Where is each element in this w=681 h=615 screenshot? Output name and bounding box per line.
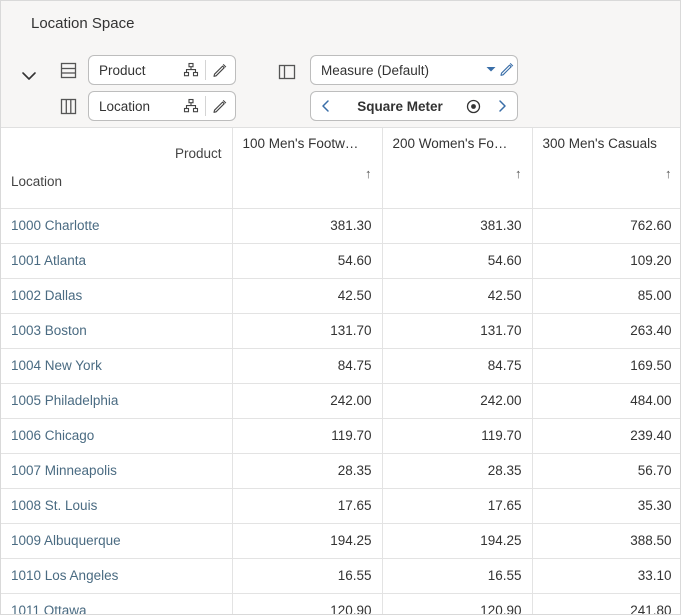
table-row[interactable] xyxy=(1,243,680,278)
cell-value[interactable]: 54.60 xyxy=(382,243,532,278)
measure-column xyxy=(310,55,518,121)
target-icon[interactable] xyxy=(459,92,487,120)
row-header[interactable]: 1000 Charlotte xyxy=(1,208,232,243)
row-header[interactable]: 1006 Chicago xyxy=(1,418,232,453)
cell-value[interactable]: 84.75 xyxy=(232,348,382,383)
page-selector xyxy=(310,91,518,121)
cell-value[interactable]: 242.00 xyxy=(232,383,382,418)
cell-value[interactable]: 16.55 xyxy=(232,558,382,593)
chevron-left-icon[interactable] xyxy=(311,92,341,120)
cell-value[interactable]: 85.00 xyxy=(532,278,680,313)
cell-value[interactable]: 84.75 xyxy=(382,348,532,383)
corner-product-label: Product xyxy=(1,128,232,166)
cell-value[interactable]: 241.80 xyxy=(532,593,680,614)
row-header[interactable]: 1011 Ottawa xyxy=(1,593,232,614)
table-row[interactable] xyxy=(1,348,680,383)
cell-value[interactable]: 263.40 xyxy=(532,313,680,348)
cell-value[interactable]: 33.10 xyxy=(532,558,680,593)
column-header-2[interactable]: 300 Men's Casuals xyxy=(532,128,680,166)
table-row[interactable] xyxy=(1,208,680,243)
cell-value[interactable]: 194.25 xyxy=(382,523,532,558)
measure-group xyxy=(274,48,518,121)
cell-value[interactable]: 194.25 xyxy=(232,523,382,558)
cell-value[interactable]: 131.70 xyxy=(382,313,532,348)
chevron-right-icon[interactable] xyxy=(487,92,517,120)
table-row[interactable] xyxy=(1,593,680,614)
table-row[interactable] xyxy=(1,453,680,488)
toolbar-collapse-column xyxy=(1,48,57,90)
product-axis-label: Product xyxy=(99,62,146,78)
cell-value[interactable]: 16.55 xyxy=(382,558,532,593)
measure-panel-icon xyxy=(274,59,300,85)
pivot-toolbar xyxy=(1,45,680,127)
column-sort-indicator-2[interactable] xyxy=(532,166,680,208)
page-title: Location Space xyxy=(31,14,135,32)
cell-value[interactable]: 56.70 xyxy=(532,453,680,488)
cell-value[interactable]: 762.60 xyxy=(532,208,680,243)
cell-value[interactable]: 28.35 xyxy=(382,453,532,488)
measure-selector[interactable] xyxy=(310,55,518,85)
pencil-icon[interactable] xyxy=(207,93,233,119)
table-row[interactable] xyxy=(1,278,680,313)
product-axis-pill[interactable] xyxy=(88,55,236,85)
pill-divider xyxy=(205,60,206,80)
axis-row-location xyxy=(57,91,236,121)
location-axis-label: Location xyxy=(99,98,151,114)
row-header[interactable]: 1001 Atlanta xyxy=(1,243,232,278)
cell-value[interactable]: 119.70 xyxy=(382,418,532,453)
cell-value[interactable]: 119.70 xyxy=(232,418,382,453)
hierarchy-icon[interactable] xyxy=(178,93,204,119)
cell-value[interactable]: 484.00 xyxy=(532,383,680,418)
pivot-grid[interactable] xyxy=(1,127,680,614)
sort-ascending-icon: ↑ xyxy=(365,166,372,181)
table-row[interactable] xyxy=(1,523,680,558)
row-header[interactable]: 1009 Albuquerque xyxy=(1,523,232,558)
cell-value[interactable]: 131.70 xyxy=(232,313,382,348)
cell-value[interactable]: 242.00 xyxy=(382,383,532,418)
axis-row-product xyxy=(57,55,236,85)
row-header[interactable]: 1002 Dallas xyxy=(1,278,232,313)
measure-label: Measure (Default) xyxy=(321,62,430,78)
page-selector-label: Square Meter xyxy=(357,98,443,114)
window-titlebar xyxy=(1,1,680,45)
row-header[interactable]: 1003 Boston xyxy=(1,313,232,348)
table-row[interactable] xyxy=(1,383,680,418)
cell-value[interactable]: 120.90 xyxy=(232,593,382,614)
row-header[interactable]: 1005 Philadelphia xyxy=(1,383,232,418)
cell-value[interactable]: 381.30 xyxy=(382,208,532,243)
table-body xyxy=(1,208,680,614)
table-header-row-bottom xyxy=(1,166,680,208)
pencil-icon[interactable] xyxy=(207,57,233,83)
column-header-0[interactable]: 100 Men's Footw… xyxy=(232,128,382,166)
cell-value[interactable]: 42.50 xyxy=(232,278,382,313)
column-header-1[interactable]: 200 Women's Fo… xyxy=(382,128,532,166)
pill-divider xyxy=(205,96,206,116)
rows-axis-icon xyxy=(57,59,79,81)
cell-value[interactable]: 109.20 xyxy=(532,243,680,278)
table-row[interactable] xyxy=(1,558,680,593)
row-header[interactable]: 1007 Minneapolis xyxy=(1,453,232,488)
cell-value[interactable]: 17.65 xyxy=(232,488,382,523)
chevron-down-icon[interactable] xyxy=(15,62,43,90)
row-header[interactable]: 1010 Los Angeles xyxy=(1,558,232,593)
column-sort-indicator-1[interactable] xyxy=(382,166,532,208)
axis-pills xyxy=(57,48,236,121)
table-row[interactable] xyxy=(1,418,680,453)
table-header-row-top xyxy=(1,128,680,166)
pencil-icon[interactable] xyxy=(499,61,515,80)
cell-value[interactable]: 54.60 xyxy=(232,243,382,278)
sort-ascending-icon: ↑ xyxy=(515,166,522,181)
sort-ascending-icon: ↑ xyxy=(665,166,672,181)
cell-value[interactable]: 169.50 xyxy=(532,348,680,383)
cell-value[interactable]: 381.30 xyxy=(232,208,382,243)
column-sort-indicator-0[interactable] xyxy=(232,166,382,208)
chevron-down-icon[interactable] xyxy=(483,61,499,80)
corner-location-label: Location xyxy=(1,166,232,208)
columns-axis-icon xyxy=(57,95,79,117)
cell-value[interactable]: 42.50 xyxy=(382,278,532,313)
cell-value[interactable]: 120.90 xyxy=(382,593,532,614)
cell-value[interactable]: 35.30 xyxy=(532,488,680,523)
cell-value[interactable]: 17.65 xyxy=(382,488,532,523)
table-row[interactable] xyxy=(1,488,680,523)
row-header[interactable]: 1008 St. Louis xyxy=(1,488,232,523)
row-header[interactable]: 1004 New York xyxy=(1,348,232,383)
location-axis-pill[interactable] xyxy=(88,91,236,121)
cell-value[interactable]: 239.40 xyxy=(532,418,680,453)
hierarchy-icon[interactable] xyxy=(178,57,204,83)
pivot-table xyxy=(1,128,680,614)
cell-value[interactable]: 28.35 xyxy=(232,453,382,488)
table-row[interactable] xyxy=(1,313,680,348)
cell-value[interactable]: 388.50 xyxy=(532,523,680,558)
